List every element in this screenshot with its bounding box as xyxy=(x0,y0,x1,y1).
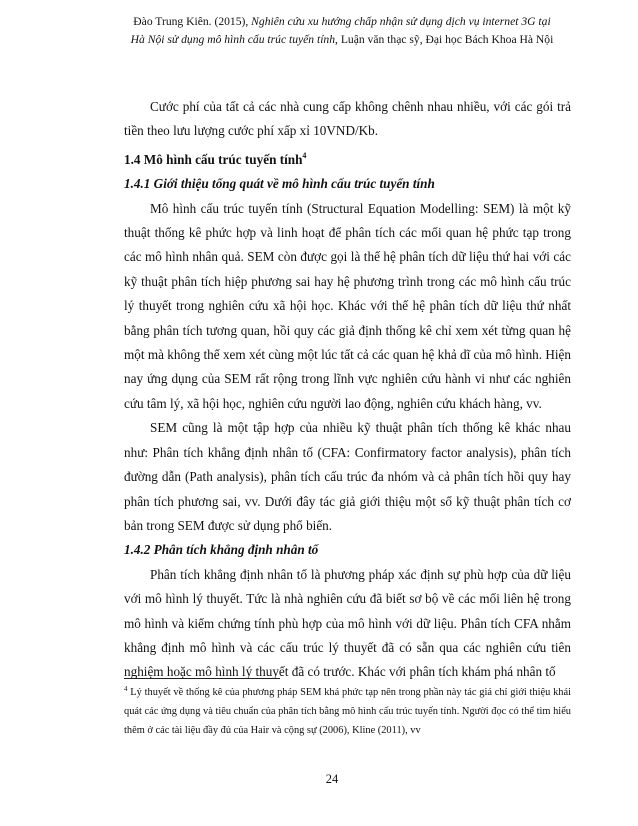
page-number: 24 xyxy=(325,772,339,786)
section-heading-1-4 xyxy=(124,148,571,172)
footnote xyxy=(124,683,571,740)
footnote-text: Lý thuyết về thống kê của phương pháp SEM khá phức tạp nên trong phần này tác giả chỉ giới thiệu khái quát các ứng dụng và tiêu chuẩn của phân tích bằng mô hình cấu trúc tuyến tính. Người đọc có thể tìm hiểu thêm ở các tài liệu đầy đủ của Hair và cộng sự (2006), Kline (2011), vv xyxy=(124,687,571,736)
page-body xyxy=(124,95,571,685)
footnote-marker: 4 xyxy=(124,685,128,693)
header-author-year: Đào Trung Kiên. (2015), xyxy=(133,15,252,28)
footnote-reference: 4 xyxy=(302,150,307,160)
paragraph-cfa: Phân tích khẳng định nhân tố là phương pháp xác định sự phù hợp của dữ liệu với mô hình lý thuyết. Tức là nhà nghiên cứu đã biết sơ bộ về các mối liên hệ trong mô hình và kiểm chứng tính phù hợp của mô hình với dữ liệu. Phân tích CFA nhằm khẳng định mô hình và các cấu trúc lý thuyết đã có sẵn qua các nghiên cứu tiên nghiệm hoặc mô hình lý thuyết đã có trước. Khác với phân tích khám phá nhân tố xyxy=(124,566,571,680)
paragraph-sem-definition: Mô hình cấu trúc tuyến tính (Structural Equation Modelling: SEM) là một kỹ thuật thống kê phức hợp và linh hoạt để phân tích các mối quan hệ phức tạp trong các mô hình nhân quả. SEM còn được gọi là thế hệ phân tích dữ liệu thứ hai với các kỹ thuật phân tích hiệp phương sai hay hệ phương trình trong các mô hình cấu trúc lý thuyết trong nghiên cứu xã hội học. Khác với thế hệ phân tích dữ liệu thứ nhất bằng phân tích tương quan, hồi quy các giả định thống kê chỉ xem xét từng quan hệ một mà không thể xem xét cùng một lúc tất cả các quan hệ khả dĩ của mô hình. Hiện nay ứng dụng của SEM rất rộng trong lĩnh vực nghiên cứu hành vi như các nghiên cứu tâm lý, xã hội học, nghiên cứu người lao động, nghiên cứu khách hàng, vv. xyxy=(124,200,571,411)
header-title-line-2: Hà Nội sử dụng mô hình cấu trúc tuyến tính xyxy=(130,33,336,46)
paragraph-intro: Cước phí của tất cả các nhà cung cấp không chênh nhau nhiều, với các gói trả tiền theo lưu lượng cước phí xấp xỉ 10VND/Kb. xyxy=(124,99,571,139)
section-heading-1-4-text: 1.4 Mô hình cấu trúc tuyến tính xyxy=(124,151,303,167)
paragraph-sem-techniques: SEM cũng là một tập hợp của nhiều kỹ thuật phân tích thống kê khác nhau như: Phân tích khẳng định nhân tố (CFA: Confirmatory factor analysis), phân tích đường dẫn (Path analysis), phân tích cấu trúc đa nhóm và cả phân tích hồi quy hay phân tích phương sai, vv. Dưới đây tác giả giới thiệu một số kỹ thuật phân tích cơ bản trong SEM được sử dụng phổ biến. xyxy=(124,420,571,533)
subsection-heading-1-4-1: 1.4.1 Giới thiệu tổng quát về mô hình cấu trúc tuyến tính xyxy=(124,176,435,192)
header-publication-info: , Luận văn thạc sỹ, Đại học Bách Khoa Hà Nội xyxy=(335,33,554,46)
subsection-heading-1-4-2: 1.4.2 Phân tích khẳng định nhân tố xyxy=(124,542,319,558)
header-title-line-1: Nghiên cứu xu hướng chấp nhận sử dụng dịch vụ internet 3G tại xyxy=(251,15,551,28)
running-header xyxy=(112,13,572,49)
footnote-divider xyxy=(124,678,280,679)
